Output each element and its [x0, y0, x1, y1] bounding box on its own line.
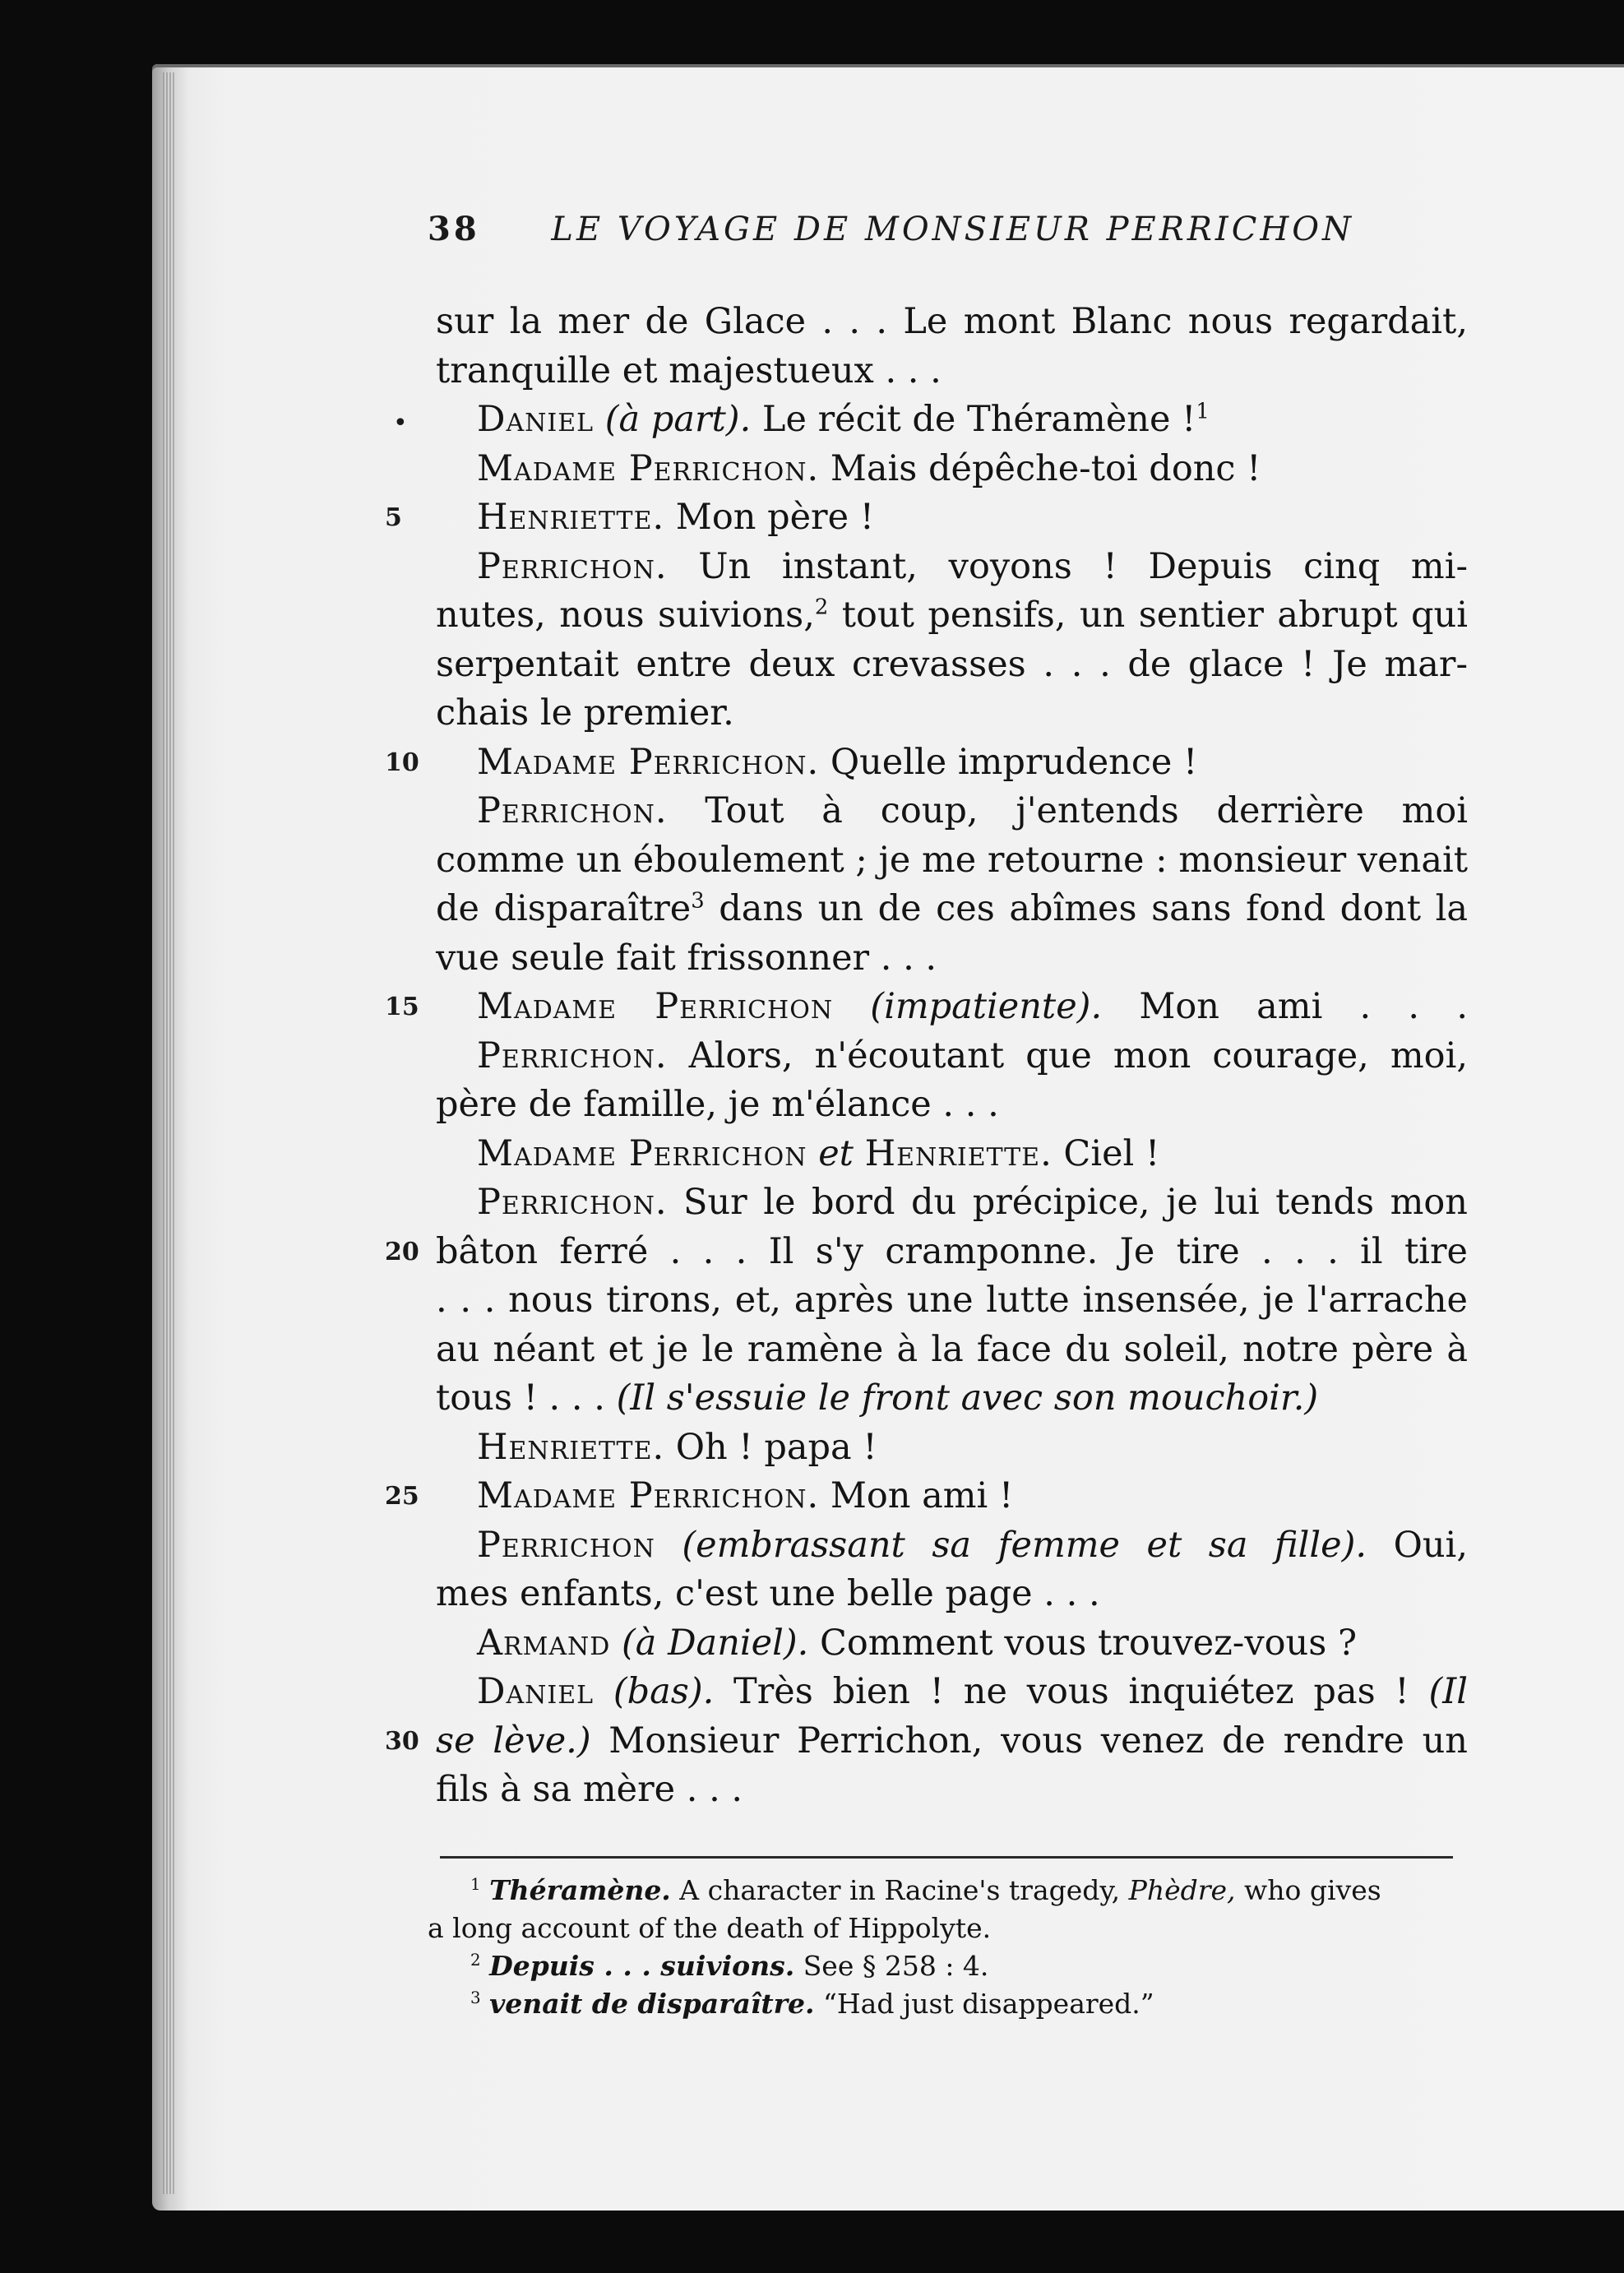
footnote	[428, 1910, 1465, 1947]
footnote-number: 3	[470, 1988, 481, 2007]
running-head	[428, 210, 1354, 251]
dialogue-text: sur la mer de Glace . . . Le mont Blanc nous regardait,	[436, 301, 1468, 342]
speaker-name: Perrichon.	[477, 545, 668, 587]
footnote-text: A character in Racine's tragedy,	[670, 1874, 1129, 1906]
footnote-lemma: venait de disparaître.	[489, 1988, 815, 2020]
text-line	[436, 1374, 1468, 1424]
text-line	[385, 983, 1468, 1032]
dialogue-text: vue seule fait frissonner . . .	[436, 937, 937, 979]
text-line	[385, 738, 1468, 788]
stage-direction: (bas).	[594, 1671, 715, 1712]
text-line	[436, 591, 1468, 641]
stage-direction: (à Daniel).	[610, 1622, 809, 1664]
footnote-lemma: Depuis . . . suivions.	[489, 1950, 795, 1982]
dialogue-text: Le récit de Théramène !	[751, 399, 1196, 440]
footnote-text: “Had just disappeared.”	[814, 1988, 1154, 2020]
footnotes	[428, 1872, 1465, 2023]
dialogue-text: comme un éboulement ; je me retourne : monsieur venait	[436, 839, 1468, 881]
speaker-name: Henriette.	[477, 1426, 665, 1468]
dialogue-text: Monsieur Perrichon, vous venez de rendre un	[590, 1720, 1468, 1761]
text-line	[436, 1619, 1468, 1669]
text-line	[385, 493, 1468, 543]
speaker-name: Armand	[477, 1622, 611, 1664]
text-line	[436, 934, 1468, 984]
footnote-text: See § 258 : 4.	[794, 1950, 989, 1982]
dialogue-text: chais le premier.	[436, 692, 734, 734]
text-line	[385, 1228, 1468, 1277]
text-line	[436, 1570, 1468, 1619]
dialogue-text: père de famille, je m'élance . . .	[436, 1084, 999, 1125]
text-line	[436, 445, 1468, 494]
dialogue-text: serpentait entre deux crevasses . . . de glace ! Je mar-	[436, 643, 1468, 685]
speaker-name: Daniel	[477, 399, 595, 440]
speaker-name: Perrichon.	[477, 790, 668, 831]
dialogue-text: nutes, nous suivions,	[436, 595, 815, 636]
dialogue-text: Mon père !	[664, 497, 875, 538]
text-line	[436, 787, 1468, 836]
dialogue-text: Mais dépêche-toi donc !	[819, 447, 1261, 489]
speaker-name: Perrichon.	[477, 1182, 668, 1223]
footnote-ref: 1	[1196, 399, 1210, 424]
footnote-text: who gives	[1235, 1874, 1381, 1906]
text-line	[436, 1668, 1468, 1717]
text-line	[436, 298, 1468, 347]
dialogue-text: Alors, n'écoutant que mon courage, moi,	[667, 1035, 1468, 1076]
running-title: LE VOYAGE DE MONSIEUR PERRICHON	[551, 211, 1355, 248]
stage-direction: (embrassant sa femme et sa fille).	[655, 1524, 1367, 1566]
page-number: 38	[428, 210, 480, 248]
line-number: 5	[385, 503, 402, 532]
footnote-title: Phèdre,	[1128, 1874, 1236, 1906]
speaker-name: Perrichon.	[477, 1035, 668, 1076]
dialogue-text: Tout à coup, j'entends derrière moi	[667, 790, 1468, 831]
stage-direction: (à part).	[594, 399, 752, 440]
conjunction: et	[807, 1132, 865, 1174]
text-line	[436, 1766, 1468, 1815]
dialogue-text: tous ! . . .	[436, 1377, 617, 1419]
dialogue-text: dans un de ces abîmes sans fond dont la	[704, 888, 1468, 929]
footnote-text: a long account of the death of Hippolyte.	[428, 1912, 992, 1944]
text-line	[436, 1130, 1468, 1179]
stage-direction: (Il s'essuie le front avec son mouchoir.)	[616, 1377, 1319, 1419]
dialogue-text: Quelle imprudence !	[819, 741, 1198, 783]
text-line	[436, 641, 1468, 690]
dialogue-text: de disparaître	[436, 888, 692, 929]
stage-direction: se lève.)	[436, 1720, 591, 1761]
text-line	[436, 1081, 1468, 1130]
footnote	[428, 1985, 1465, 2023]
speaker-name: Madame Perrichon.	[477, 741, 820, 783]
page-binding-edge	[163, 72, 174, 2194]
speaker-name: Madame Perrichon	[477, 986, 834, 1027]
footnote	[428, 1947, 1465, 1985]
text-line	[436, 1521, 1468, 1571]
dialogue-text: au néant et je le ramène à la face du soleil, notre père à	[436, 1328, 1468, 1370]
dialogue-text: fils à sa mère . . .	[436, 1769, 743, 1810]
footnote-ref: 2	[814, 595, 829, 620]
text-line	[436, 885, 1468, 934]
margin-bullet: •	[393, 409, 408, 437]
text-line	[385, 1717, 1468, 1766]
dialogue-text: Très bien ! ne vous inquiétez pas !	[714, 1671, 1429, 1712]
dialogue-text: Comment vous trouvez-vous ?	[808, 1622, 1357, 1664]
text-line	[436, 1276, 1468, 1326]
text-line	[393, 396, 1468, 445]
line-number: 20	[385, 1237, 419, 1266]
text-line	[436, 1032, 1468, 1081]
footnote-lemma: Théramène.	[489, 1874, 671, 1906]
speaker-name: Madame Perrichon.	[477, 1475, 820, 1516]
text-line	[385, 1472, 1468, 1521]
dialogue-text: Mon ami . . .	[1102, 986, 1468, 1027]
text-line	[436, 347, 1468, 396]
text-line	[436, 689, 1468, 738]
footnote	[428, 1872, 1465, 1910]
dialogue-text: Oh ! papa !	[664, 1426, 877, 1468]
dialogue-text: Mon ami !	[819, 1475, 1014, 1516]
footnote-number: 2	[470, 1951, 481, 1970]
footnote-number: 1	[470, 1875, 481, 1894]
footnote-ref: 3	[691, 888, 705, 914]
speaker-name: Henriette.	[864, 1132, 1053, 1174]
dialogue-text: Sur le bord du précipice, je lui tends mon	[667, 1182, 1468, 1223]
text-line	[436, 836, 1468, 886]
dialogue-text: Un instant, voyons ! Depuis cinq mi-	[667, 545, 1468, 587]
dialogue-text: mes enfants, c'est une belle page . . .	[436, 1573, 1100, 1614]
line-number: 30	[385, 1726, 419, 1756]
line-number: 10	[385, 748, 419, 777]
speaker-name: Perrichon	[477, 1524, 655, 1566]
line-number: 15	[385, 993, 419, 1021]
speaker-name: Henriette.	[477, 497, 665, 538]
dialogue-text: Ciel !	[1052, 1132, 1160, 1174]
dialogue-text: tranquille et majestueux . . .	[436, 350, 942, 391]
text-line	[436, 543, 1468, 592]
dialogue-text: . . . nous tirons, et, après une lutte insensée, je l'arrache	[436, 1280, 1468, 1321]
stage-direction: (impatiente).	[833, 986, 1103, 1027]
dialogue-text: bâton ferré . . . Il s'y cramponne. Je tire . . . il tire	[436, 1230, 1468, 1272]
dialogue-body	[385, 298, 1468, 1815]
text-line	[436, 1424, 1468, 1473]
text-line	[436, 1178, 1468, 1228]
footnote-rule	[440, 1856, 1453, 1859]
text-line	[436, 1326, 1468, 1375]
dialogue-text: tout pensifs, un sentier abrupt qui	[828, 595, 1468, 636]
stage-direction: (Il	[1428, 1671, 1468, 1712]
speaker-name: Daniel	[477, 1671, 595, 1712]
line-number: 25	[385, 1482, 419, 1511]
speaker-name: Madame Perrichon	[477, 1132, 807, 1174]
speaker-name: Madame Perrichon.	[477, 447, 820, 489]
dialogue-text: Oui,	[1367, 1524, 1468, 1566]
